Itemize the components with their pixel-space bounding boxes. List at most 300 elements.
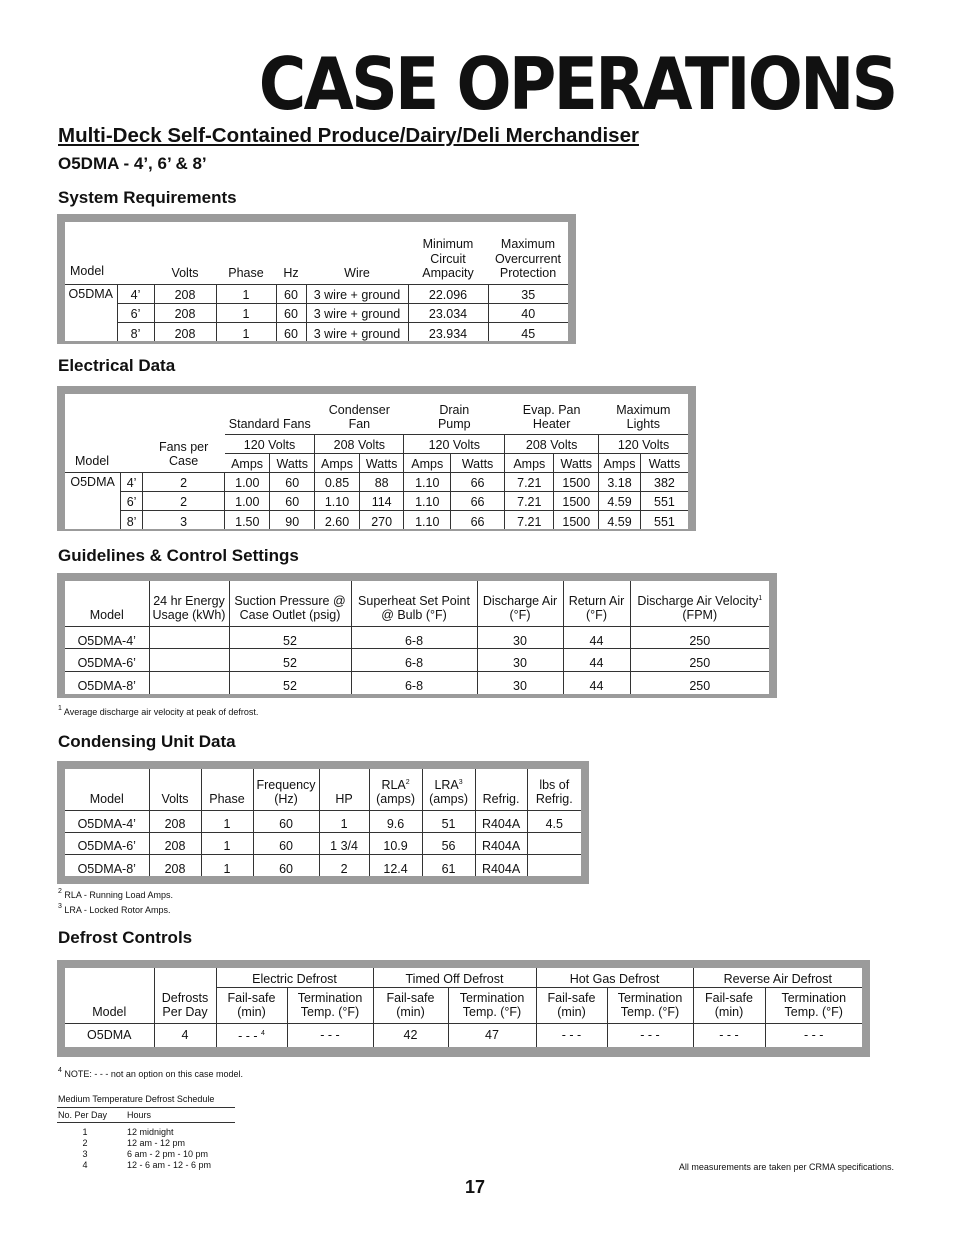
table-cell: 60 (276, 303, 306, 322)
schedule-count: 4 (82, 1160, 88, 1170)
schedule-hours: 12 am - 12 pm (127, 1138, 186, 1148)
col-model: Model (65, 769, 149, 810)
amps-label: Amps (505, 453, 554, 472)
footnote-2 (58, 888, 173, 900)
volts-label: 120 Volts (599, 434, 688, 453)
col-condenser-fan (315, 394, 404, 434)
list-item (57, 1138, 235, 1149)
table-cell: 66 (451, 510, 505, 529)
footnote-marker: 4 (58, 1067, 62, 1074)
header-line: Circuit (430, 251, 466, 266)
table-cell: 2 (142, 472, 224, 491)
amps-label: Amps (404, 453, 451, 472)
guidelines-frame (57, 573, 777, 698)
header-line: lbs of (539, 777, 570, 792)
header-line: Termination (781, 990, 847, 1005)
condensing-unit-heading: Condensing Unit Data (58, 732, 236, 751)
header-text: RLA (381, 777, 406, 792)
header-line: Fail-safe (227, 990, 276, 1005)
table-cell: 6-8 (351, 671, 477, 694)
table-row (65, 322, 568, 341)
table-cell: 12.4 (369, 854, 422, 876)
header-line: Per Day (162, 1005, 208, 1019)
table-cell: 1 (216, 303, 276, 322)
table-cell: - - - (804, 1028, 824, 1042)
table-cell: 1.10 (404, 491, 451, 510)
table-cell: R404A (475, 832, 527, 854)
system-requirements-table (65, 222, 568, 341)
header-line: Termination (617, 990, 683, 1005)
col-electric-defrost: Electric Defrost (216, 968, 373, 987)
table-cell (149, 626, 229, 649)
header-line: Evap. Pan (522, 402, 581, 417)
col-model: Model (65, 968, 154, 1023)
table-cell: 1 (216, 322, 276, 341)
watts-label: Watts (554, 453, 599, 472)
col-fans-per-case (142, 394, 224, 472)
header-line: Return Air (568, 593, 625, 608)
header-text: Discharge Air Velocity (637, 593, 759, 608)
footnote-text: NOTE: - - - not an option on this case model. (61, 1069, 243, 1079)
schedule-caption: Medium Temperature Defrost Schedule (58, 1094, 215, 1104)
list-item (57, 1127, 235, 1138)
table-cell: 1500 (554, 472, 599, 491)
condensing-unit-table (65, 769, 581, 876)
header-line: Temp. (°F) (620, 1005, 680, 1019)
col-termination-temp (765, 987, 862, 1023)
model-line: O5DMA - 4’, 6’ & 8’ (58, 154, 207, 173)
table-cell: 1500 (554, 510, 599, 529)
table-row (65, 284, 568, 303)
defrost-controls-table (65, 968, 862, 1047)
electrical-data-heading: Electrical Data (58, 356, 176, 375)
table-cell: 23.934 (408, 322, 488, 341)
header-line: Pump (437, 417, 471, 431)
col-wire: Wire (306, 222, 408, 284)
system-requirements-frame (57, 214, 576, 344)
guidelines-heading: Guidelines & Control Settings (58, 546, 299, 565)
col-drain-pump (404, 394, 505, 434)
schedule-hours: 12 midnight (127, 1127, 174, 1137)
table-cell: 114 (359, 491, 404, 510)
table-cell (149, 671, 229, 694)
col-volts: Volts (154, 222, 216, 284)
table-cell: 2.60 (315, 510, 360, 529)
table-cell (216, 1023, 287, 1047)
table-cell: 60 (270, 491, 315, 510)
defrost-controls-frame (57, 960, 870, 1057)
table-cell: 23.034 (408, 303, 488, 322)
table-cell: 250 (630, 626, 769, 649)
col-hot-gas-defrost: Hot Gas Defrost (536, 968, 693, 987)
header-line: Drain (439, 402, 470, 417)
header-line: (amps) (429, 792, 469, 806)
header-line: (amps) (376, 792, 416, 806)
table-cell: 52 (229, 626, 351, 649)
col-frequency (253, 769, 319, 810)
measurement-note: All measurements are taken per CRMA specifications. (678, 1162, 894, 1172)
table-cell: 2 (142, 491, 224, 510)
table-cell: R404A (475, 810, 527, 832)
col-energy (149, 581, 229, 626)
header-line: Termination (459, 990, 525, 1005)
col-defrosts-per-day (154, 987, 216, 1023)
table-cell: 60 (253, 810, 319, 832)
model-cell: O5DMA (65, 472, 121, 529)
volts-label: 208 Volts (505, 434, 599, 453)
footnote-marker: 1 (758, 594, 763, 602)
table-row (65, 832, 581, 854)
table-cell (527, 854, 581, 876)
table-cell: 60 (253, 854, 319, 876)
watts-label: Watts (451, 453, 505, 472)
table-cell: - - - (287, 1023, 373, 1047)
table-cell: 208 (154, 322, 216, 341)
header-line: Superheat Set Point (358, 593, 470, 608)
col-suction-pressure (229, 581, 351, 626)
schedule-col-per-day: No. Per Day (58, 1110, 108, 1120)
table-cell: 7.21 (505, 491, 554, 510)
header-line: @ Bulb (°F) (381, 608, 447, 622)
table-cell: 208 (154, 303, 216, 322)
table-cell: 52 (229, 671, 351, 694)
col-maximum-lights (599, 394, 688, 434)
col-min-ampacity (408, 222, 488, 284)
table-cell: 3.18 (599, 472, 641, 491)
watts-label: Watts (640, 453, 688, 472)
header-line: Temp. (°F) (300, 1005, 360, 1019)
table-cell: - - - (536, 1023, 607, 1047)
table-cell: 250 (689, 679, 711, 693)
footnote-3 (58, 903, 170, 915)
header-line: Temp. (°F) (784, 1005, 843, 1019)
header-line: Refrig. (535, 792, 573, 806)
header-line: Usage (kWh) (152, 608, 226, 622)
col-discharge-velocity (630, 581, 769, 626)
schedule-hours: 6 am - 2 pm - 10 pm (127, 1149, 209, 1159)
defrost-controls-heading: Defrost Controls (58, 928, 193, 947)
table-cell: 3 (142, 510, 224, 529)
table-cell: O5DMA-6’ (65, 649, 149, 672)
list-item (57, 1149, 235, 1160)
table-cell: 44 (563, 649, 630, 672)
footnote-4 (58, 1067, 243, 1079)
col-hz: Hz (276, 222, 306, 284)
table-cell: 3 wire + ground (306, 322, 408, 341)
footnote-marker: 2 (405, 778, 410, 786)
amps-label: Amps (225, 453, 270, 472)
header-line: (min) (714, 1005, 744, 1019)
table-cell: 44 (563, 626, 630, 649)
table-cell: 1.00 (225, 472, 270, 491)
table-cell: 250 (630, 649, 769, 672)
table-cell: 1 3/4 (319, 832, 369, 854)
amps-label: Amps (315, 453, 360, 472)
header-line: Ampacity (422, 266, 474, 280)
col-termination-temp (448, 987, 536, 1023)
col-volts: Volts (149, 769, 201, 810)
table-cell: 45 (521, 326, 536, 341)
col-model: Model (65, 394, 142, 472)
table-cell: 4.5 (527, 810, 581, 832)
col-rla (369, 769, 422, 810)
schedule-count: 3 (82, 1149, 88, 1159)
table-cell: 51 (422, 810, 475, 832)
header-text: LRA (434, 777, 459, 792)
table-cell: 1.00 (225, 491, 270, 510)
electrical-data-frame (57, 386, 696, 531)
col-phase: Phase (201, 769, 253, 810)
table-row (65, 510, 688, 529)
header-line: Lights (626, 417, 660, 431)
system-requirements-heading: System Requirements (58, 188, 237, 207)
table-row (65, 1023, 862, 1047)
header-line: Fail-safe (386, 990, 435, 1005)
schedule-header (57, 1107, 235, 1123)
condensing-unit-frame (57, 761, 589, 884)
col-model: Model (65, 222, 154, 284)
footnote-marker: 3 (458, 778, 463, 786)
col-superheat (351, 581, 477, 626)
footnote-text: LRA - Locked Rotor Amps. (61, 905, 171, 915)
header-line: Case (169, 454, 199, 468)
table-cell: 60 (253, 832, 319, 854)
col-failsafe (693, 987, 765, 1023)
size-cell: 8’ (117, 322, 154, 341)
col-lra (422, 769, 475, 810)
col-timed-off-defrost: Timed Off Defrost (373, 968, 536, 987)
table-cell: 7.21 (505, 472, 554, 491)
col-failsafe (373, 987, 448, 1023)
header-line: Case Outlet (psig) (239, 608, 341, 622)
cell-text: - - - (238, 1029, 258, 1043)
header-line: Defrosts (161, 990, 209, 1005)
table-cell: 60 (270, 472, 315, 491)
footnote-marker: 4 (261, 1030, 265, 1037)
footnote-marker: 3 (58, 903, 62, 910)
col-failsafe (216, 987, 287, 1023)
header-line (426, 776, 472, 793)
table-cell: O5DMA-4’ (65, 626, 149, 649)
col-phase: Phase (216, 222, 276, 284)
table-cell: 0.85 (315, 472, 360, 491)
col-return-air (563, 581, 630, 626)
col-termination-temp (287, 987, 373, 1023)
header-line: Frequency (256, 777, 316, 792)
table-cell: 1500 (554, 491, 599, 510)
footnote-1 (58, 705, 258, 717)
schedule-col-hours: Hours (127, 1110, 152, 1120)
header-line: Fan (348, 417, 371, 431)
model-cell: O5DMA (65, 284, 117, 341)
col-standard-fans: Standard Fans (228, 417, 311, 431)
table-cell: - - - (693, 1023, 765, 1047)
col-reverse-air-defrost: Reverse Air Defrost (693, 968, 862, 987)
col-discharge-air (477, 581, 563, 626)
table-cell: 30 (477, 626, 563, 649)
table-cell: - - - (607, 1023, 693, 1047)
guidelines-table (65, 581, 769, 694)
table-cell: 382 (640, 472, 688, 491)
size-cell: 4’ (121, 472, 143, 491)
col-failsafe (536, 987, 607, 1023)
table-row (65, 649, 769, 672)
header-line: (min) (237, 1005, 266, 1019)
col-evap-pan-heater (505, 394, 599, 434)
table-cell: 44 (563, 671, 630, 694)
table-row (65, 854, 581, 876)
watts-label: Watts (359, 453, 404, 472)
header-line: (FPM) (682, 608, 718, 622)
col-hp: HP (319, 769, 369, 810)
col-model: Model (65, 581, 149, 626)
table-cell: 4 (154, 1023, 216, 1047)
table-cell: 1.10 (404, 510, 451, 529)
col-termination-temp (607, 987, 693, 1023)
header-line: Fail-safe (705, 990, 753, 1005)
table-cell: 9.6 (369, 810, 422, 832)
header-line: 24 hr Energy (153, 593, 225, 608)
table-cell: 6-8 (351, 626, 477, 649)
col-lbs-refrig (527, 769, 581, 810)
table-cell: 52 (229, 649, 351, 672)
table-cell: 42 (373, 1023, 448, 1047)
table-cell: 66 (451, 472, 505, 491)
table-cell: 3 wire + ground (306, 303, 408, 322)
table-cell: 4.59 (599, 510, 641, 529)
schedule-count: 1 (82, 1127, 88, 1137)
header-line: Discharge Air (482, 593, 558, 608)
header-line: Temp. (°F) (462, 1005, 522, 1019)
table-cell: 2 (319, 854, 369, 876)
table-cell: 10.9 (369, 832, 422, 854)
size-cell: 6’ (117, 303, 154, 322)
table-cell: 35 (488, 284, 568, 303)
header-line: (Hz) (274, 792, 298, 806)
table-row (65, 810, 581, 832)
header-line: Fans per (158, 439, 209, 454)
volts-label: 120 Volts (225, 434, 315, 453)
header-line: Heater (532, 417, 571, 431)
table-cell: 1.10 (315, 491, 360, 510)
table-cell: 30 (477, 671, 563, 694)
table-cell: O5DMA-8’ (65, 854, 149, 876)
header-line: (min) (396, 1005, 425, 1019)
table-cell: O5DMA-4’ (65, 810, 149, 832)
table-row (65, 671, 769, 694)
header-line: Maximum (616, 402, 671, 417)
table-cell: 551 (654, 514, 675, 529)
table-cell: 1 (319, 810, 369, 832)
table-cell: 3 wire + ground (306, 284, 408, 303)
table-cell: 1 (216, 284, 276, 303)
header-line: Condenser (328, 402, 390, 417)
schedule-count: 2 (82, 1138, 88, 1148)
volts-label: 120 Volts (404, 434, 505, 453)
table-cell: 30 (477, 649, 563, 672)
col-refrig: Refrig. (475, 769, 527, 810)
table-cell: 40 (488, 303, 568, 322)
volts-label: 208 Volts (315, 434, 404, 453)
header-line: (°F) (509, 608, 531, 622)
size-cell: 4’ (117, 284, 154, 303)
table-cell: 60 (276, 284, 306, 303)
header-line (634, 592, 767, 609)
table-cell: 22.096 (408, 284, 488, 303)
defrost-schedule (57, 1094, 235, 1171)
table-cell: 61 (422, 854, 475, 876)
amps-label: Amps (599, 453, 641, 472)
header-line: Minimum (422, 237, 474, 251)
header-line: Overcurrent (495, 251, 561, 266)
footnote-marker: 1 (58, 705, 62, 712)
table-cell: O5DMA-6’ (65, 832, 149, 854)
table-cell: O5DMA (65, 1023, 154, 1047)
table-cell: 56 (422, 832, 475, 854)
document-subtitle: Multi-Deck Self-Contained Produce/Dairy/Deli Merchandiser (58, 124, 639, 147)
header-line: (min) (557, 1005, 586, 1019)
header-line: Suction Pressure @ (234, 593, 346, 608)
electrical-data-table (65, 394, 688, 529)
header-line: Protection (499, 266, 557, 280)
table-cell: R404A (475, 854, 527, 876)
header-spacer (154, 968, 216, 987)
table-cell: 47 (448, 1023, 536, 1047)
header-line: Termination (297, 990, 363, 1005)
table-cell: 4.59 (599, 491, 641, 510)
table-cell: 208 (149, 854, 201, 876)
schedule-hours: 12 - 6 am - 12 - 6 pm (127, 1160, 212, 1170)
table-cell: 7.21 (505, 510, 554, 529)
watts-label: Watts (270, 453, 315, 472)
page-number: 17 (465, 1177, 486, 1197)
page-title: CASE OPERATIONS (259, 42, 896, 126)
table-cell: O5DMA-8’ (65, 671, 149, 694)
list-item (57, 1160, 235, 1171)
table-cell: 6-8 (351, 649, 477, 672)
table-cell: 66 (451, 491, 505, 510)
table-cell: 208 (149, 810, 201, 832)
table-cell: 208 (149, 832, 201, 854)
table-cell: 1 (201, 810, 253, 832)
table-row (65, 472, 688, 491)
header-line: (°F) (586, 608, 607, 622)
table-cell: 90 (270, 510, 315, 529)
table-cell: 1 (201, 854, 253, 876)
header-line: Fail-safe (547, 990, 596, 1005)
table-cell: 1 (201, 832, 253, 854)
table-row (65, 303, 568, 322)
table-cell: 1.10 (404, 472, 451, 491)
footnote-text: Average discharge air velocity at peak of defrost. (61, 707, 259, 717)
size-cell: 8’ (121, 510, 143, 529)
table-cell: 270 (359, 510, 404, 529)
header-line (373, 776, 419, 793)
size-cell: 6’ (121, 491, 143, 510)
table-cell: 551 (640, 491, 688, 510)
table-row (65, 491, 688, 510)
table-cell: 208 (154, 284, 216, 303)
footnote-text: RLA - Running Load Amps. (61, 890, 173, 900)
table-cell (527, 832, 581, 854)
col-max-overcurrent (488, 222, 568, 284)
footnote-marker: 2 (58, 888, 62, 895)
table-row (65, 626, 769, 649)
table-cell: 88 (359, 472, 404, 491)
table-cell: 1.50 (225, 510, 270, 529)
table-cell: 60 (276, 322, 306, 341)
header-line: Maximum (500, 237, 556, 251)
